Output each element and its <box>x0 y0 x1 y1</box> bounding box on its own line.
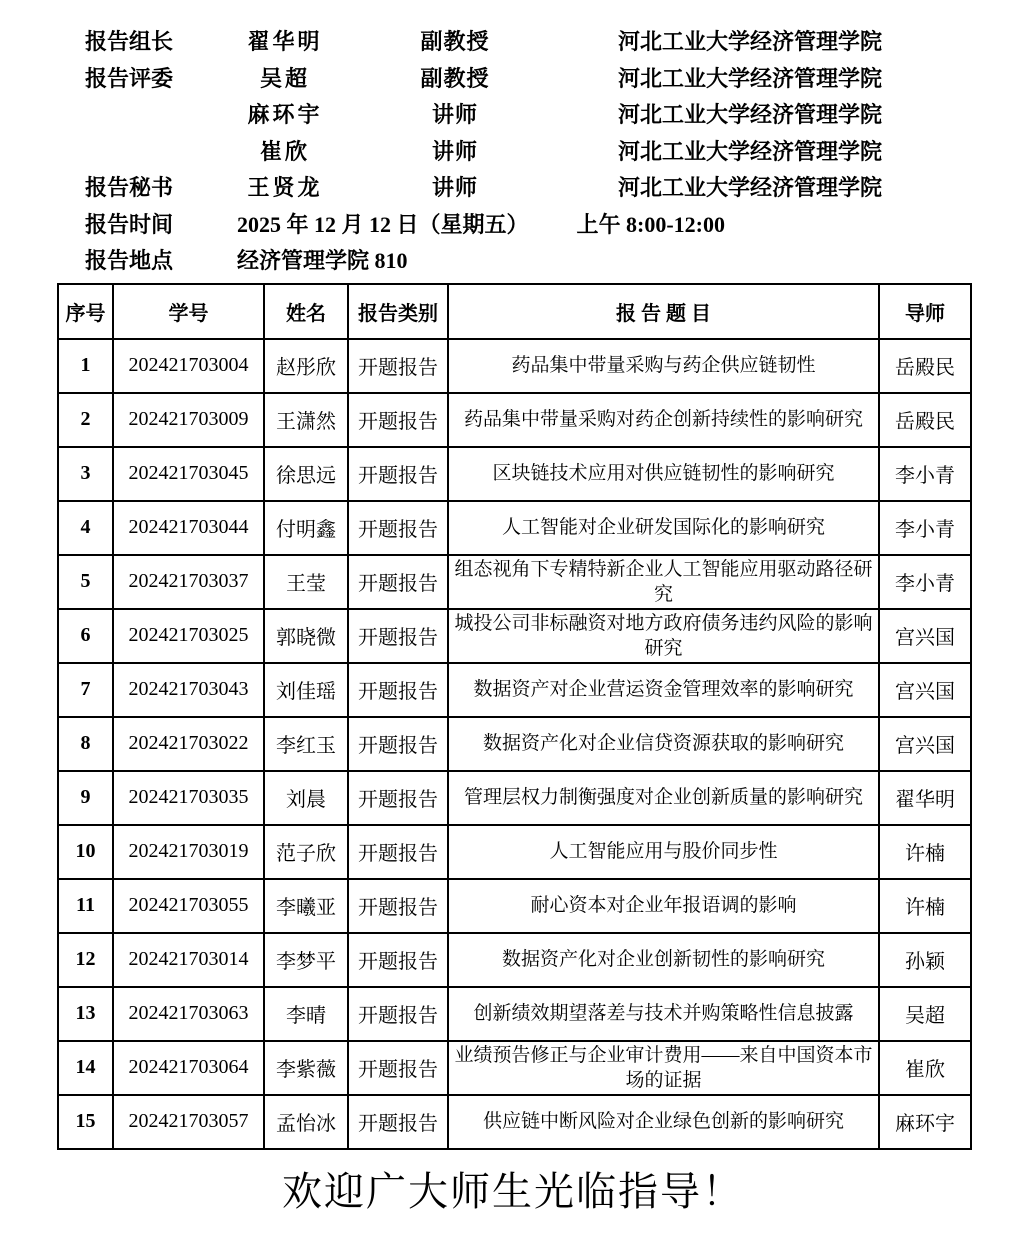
report-time-range: 上午 8:00-12:00 <box>576 211 725 237</box>
cell-student-id: 202421703063 <box>113 987 264 1041</box>
info-row-judge-2 <box>85 97 1026 134</box>
judges-label-empty <box>85 97 237 134</box>
cell-advisor: 吴超 <box>879 987 971 1041</box>
cell-index: 6 <box>58 609 113 663</box>
schedule-table-header <box>58 284 971 339</box>
cell-name: 李红玉 <box>264 717 348 771</box>
cell-index: 4 <box>58 501 113 555</box>
cell-report-type: 开题报告 <box>348 1041 448 1095</box>
cell-index: 7 <box>58 663 113 717</box>
cell-report-type: 开题报告 <box>348 717 448 771</box>
judge-organization: 河北工业大学经济管理学院 <box>617 65 882 91</box>
cell-report-type: 开题报告 <box>348 609 448 663</box>
cell-name: 孟怡冰 <box>264 1095 348 1149</box>
cell-report-type: 开题报告 <box>348 1095 448 1149</box>
info-row-time <box>85 207 1026 244</box>
judges-label: 报告评委 <box>85 65 174 91</box>
table-row <box>58 771 971 825</box>
cell-report-title: 管理层权力制衡强度对企业创新质量的影响研究 <box>448 771 879 825</box>
table-row <box>58 663 971 717</box>
cell-advisor: 岳殿民 <box>879 393 971 447</box>
cell-advisor: 李小青 <box>879 555 971 609</box>
cell-advisor: 宫兴国 <box>879 663 971 717</box>
cell-report-type: 开题报告 <box>348 879 448 933</box>
cell-name: 赵彤欣 <box>264 339 348 393</box>
cell-index: 5 <box>58 555 113 609</box>
cell-report-type: 开题报告 <box>348 555 448 609</box>
cell-report-type: 开题报告 <box>348 825 448 879</box>
cell-advisor: 翟华明 <box>879 771 971 825</box>
header-row <box>58 284 971 339</box>
cell-report-title: 人工智能对企业研发国际化的影响研究 <box>448 501 879 555</box>
cell-report-title: 组态视角下专精特新企业人工智能应用驱动路径研究 <box>448 555 879 609</box>
cell-index: 1 <box>58 339 113 393</box>
location-value: 经济管理学院 810 <box>237 248 408 273</box>
table-row <box>58 339 971 393</box>
judge-name: 吴超 <box>259 65 310 91</box>
info-row-leader <box>85 24 1026 61</box>
cell-student-id: 202421703004 <box>113 339 264 393</box>
col-header-index: 序号 <box>58 284 113 339</box>
cell-student-id: 202421703009 <box>113 393 264 447</box>
location-label: 报告地点 <box>85 248 174 273</box>
info-row-location <box>85 243 1026 280</box>
leader-organization: 河北工业大学经济管理学院 <box>617 29 882 54</box>
cell-report-title: 区块链技术应用对供应链韧性的影响研究 <box>448 447 879 501</box>
report-date: 2025 年 12 月 12 日（星期五） <box>237 211 529 237</box>
cell-report-type: 开题报告 <box>348 501 448 555</box>
cell-name: 范子欣 <box>264 825 348 879</box>
cell-student-id: 202421703022 <box>113 717 264 771</box>
cell-name: 徐思远 <box>264 447 348 501</box>
cell-index: 10 <box>58 825 113 879</box>
cell-index: 14 <box>58 1041 113 1095</box>
cell-advisor: 李小青 <box>879 447 971 501</box>
cell-advisor: 孙颖 <box>879 933 971 987</box>
table-row <box>58 987 971 1041</box>
cell-advisor: 宫兴国 <box>879 609 971 663</box>
cell-name: 李紫薇 <box>264 1041 348 1095</box>
col-header-name: 姓名 <box>264 284 348 339</box>
cell-report-title: 创新绩效期望落差与技术并购策略性信息披露 <box>448 987 879 1041</box>
leader-title: 副教授 <box>420 29 490 54</box>
welcome-message: 欢迎广大师生光临指导！ <box>282 1168 744 1214</box>
cell-student-id: 202421703035 <box>113 771 264 825</box>
schedule-table <box>57 283 972 1150</box>
cell-advisor: 许楠 <box>879 879 971 933</box>
judge-name: 麻环宇 <box>247 102 323 127</box>
cell-student-id: 202421703055 <box>113 879 264 933</box>
cell-report-type: 开题报告 <box>348 447 448 501</box>
cell-student-id: 202421703045 <box>113 447 264 501</box>
judge-organization: 河北工业大学经济管理学院 <box>617 138 882 164</box>
secretary-label: 报告秘书 <box>85 175 174 200</box>
cell-report-title: 药品集中带量采购与药企供应链韧性 <box>448 339 879 393</box>
report-info-block <box>0 0 1026 280</box>
col-header-student-id: 学号 <box>113 284 264 339</box>
cell-student-id: 202421703057 <box>113 1095 264 1149</box>
cell-advisor: 崔欣 <box>879 1041 971 1095</box>
table-row <box>58 879 971 933</box>
table-row <box>58 933 971 987</box>
cell-report-type: 开题报告 <box>348 933 448 987</box>
col-header-report-type: 报告类别 <box>348 284 448 339</box>
table-row <box>58 555 971 609</box>
cell-name: 郭晓微 <box>264 609 348 663</box>
judge-title: 讲师 <box>431 102 478 127</box>
cell-report-type: 开题报告 <box>348 393 448 447</box>
cell-index: 9 <box>58 771 113 825</box>
cell-index: 15 <box>58 1095 113 1149</box>
table-row <box>58 501 971 555</box>
cell-report-type: 开题报告 <box>348 987 448 1041</box>
cell-student-id: 202421703019 <box>113 825 264 879</box>
table-row <box>58 1041 971 1095</box>
table-row <box>58 1095 971 1149</box>
secretary-name: 王贤龙 <box>247 175 323 200</box>
time-label: 报告时间 <box>85 211 174 237</box>
judge-title: 讲师 <box>431 138 478 164</box>
cell-student-id: 202421703044 <box>113 501 264 555</box>
table-row <box>58 447 971 501</box>
col-header-report-title: 报 告 题 目 <box>448 284 879 339</box>
cell-index: 3 <box>58 447 113 501</box>
cell-name: 王莹 <box>264 555 348 609</box>
cell-name: 李曦亚 <box>264 879 348 933</box>
cell-student-id: 202421703043 <box>113 663 264 717</box>
cell-index: 13 <box>58 987 113 1041</box>
cell-report-title: 供应链中断风险对企业绿色创新的影响研究 <box>448 1095 879 1149</box>
cell-report-type: 开题报告 <box>348 339 448 393</box>
secretary-organization: 河北工业大学经济管理学院 <box>617 175 882 200</box>
cell-report-title: 业绩预告修正与企业审计费用——来自中国资本市场的证据 <box>448 1041 879 1095</box>
cell-index: 2 <box>58 393 113 447</box>
table-row <box>58 717 971 771</box>
cell-student-id: 202421703025 <box>113 609 264 663</box>
cell-report-type: 开题报告 <box>348 771 448 825</box>
cell-name: 李晴 <box>264 987 348 1041</box>
leader-label: 报告组长 <box>85 29 174 54</box>
table-row <box>58 609 971 663</box>
info-row-judge-1 <box>85 61 1026 98</box>
schedule-table-body <box>58 339 971 1149</box>
table-row <box>58 393 971 447</box>
cell-advisor: 宫兴国 <box>879 717 971 771</box>
cell-report-title: 城投公司非标融资对地方政府债务违约风险的影响研究 <box>448 609 879 663</box>
cell-report-title: 人工智能应用与股价同步性 <box>448 825 879 879</box>
judge-title: 副教授 <box>420 65 490 91</box>
secretary-title: 讲师 <box>431 175 478 200</box>
cell-report-title: 耐心资本对企业年报语调的影响 <box>448 879 879 933</box>
cell-advisor: 麻环宇 <box>879 1095 971 1149</box>
info-row-judge-3 <box>85 134 1026 171</box>
cell-advisor: 李小青 <box>879 501 971 555</box>
leader-name: 翟华明 <box>247 29 323 54</box>
cell-advisor: 许楠 <box>879 825 971 879</box>
cell-report-title: 数据资产化对企业创新韧性的影响研究 <box>448 933 879 987</box>
cell-report-title: 药品集中带量采购对药企创新持续性的影响研究 <box>448 393 879 447</box>
cell-index: 12 <box>58 933 113 987</box>
cell-name: 王潇然 <box>264 393 348 447</box>
cell-index: 11 <box>58 879 113 933</box>
cell-name: 李梦平 <box>264 933 348 987</box>
cell-advisor: 岳殿民 <box>879 339 971 393</box>
judge-organization: 河北工业大学经济管理学院 <box>617 102 882 127</box>
judge-name: 崔欣 <box>259 138 310 164</box>
table-row <box>58 825 971 879</box>
col-header-advisor: 导师 <box>879 284 971 339</box>
cell-student-id: 202421703014 <box>113 933 264 987</box>
cell-report-title: 数据资产对企业营运资金管理效率的影响研究 <box>448 663 879 717</box>
cell-student-id: 202421703064 <box>113 1041 264 1095</box>
cell-report-title: 数据资产化对企业信贷资源获取的影响研究 <box>448 717 879 771</box>
judges-label-empty <box>85 134 237 171</box>
cell-report-type: 开题报告 <box>348 663 448 717</box>
cell-student-id: 202421703037 <box>113 555 264 609</box>
cell-name: 刘晨 <box>264 771 348 825</box>
cell-name: 付明鑫 <box>264 501 348 555</box>
cell-index: 8 <box>58 717 113 771</box>
cell-name: 刘佳瑶 <box>264 663 348 717</box>
info-row-secretary <box>85 170 1026 207</box>
